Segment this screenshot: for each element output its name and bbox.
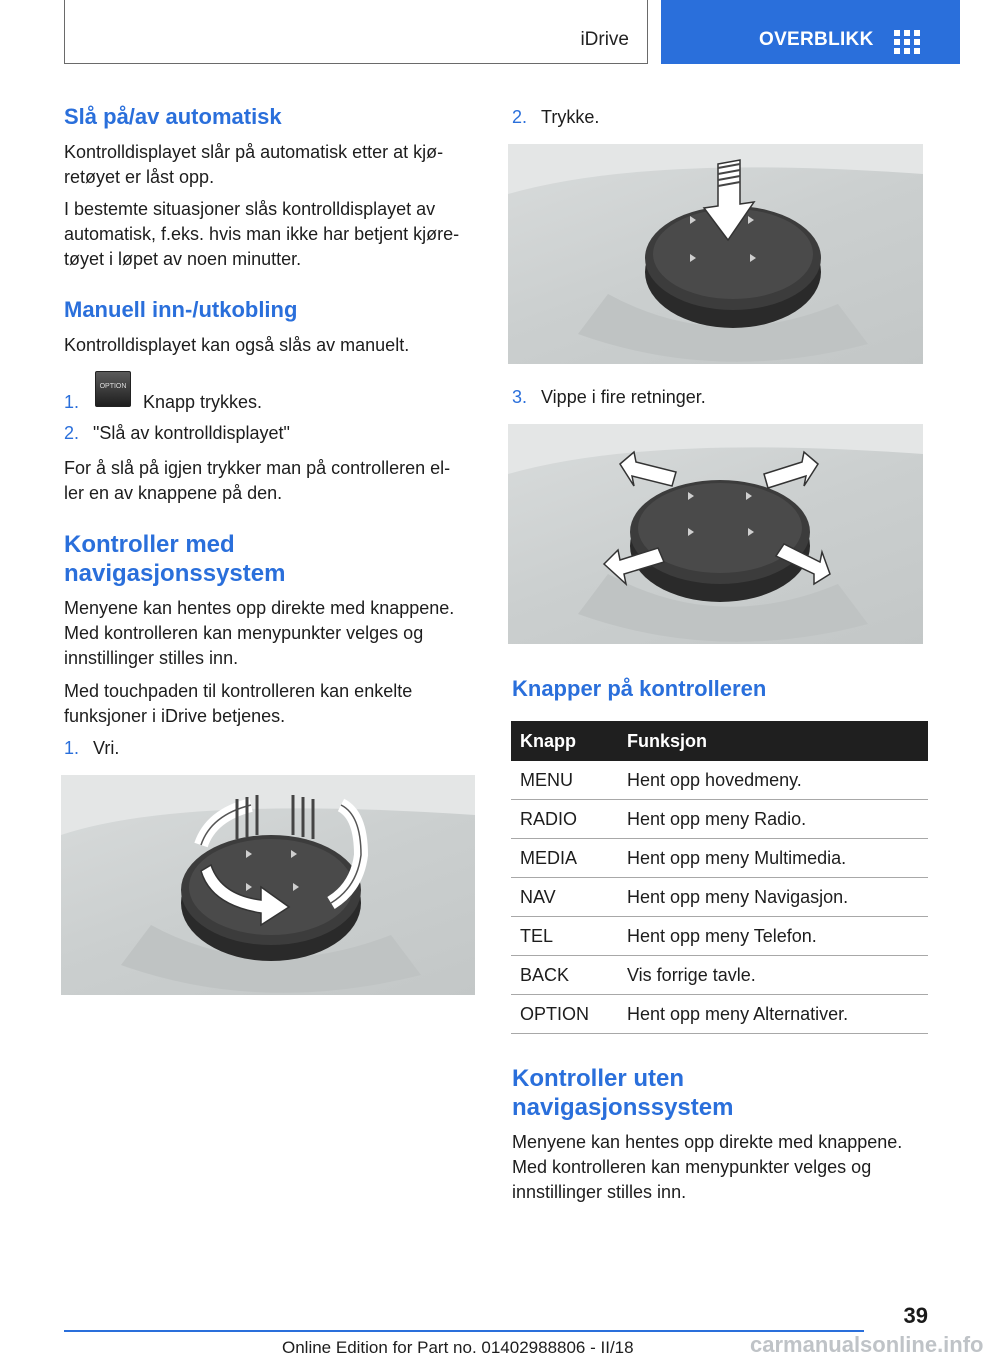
heading-buttons-on-controller: Knapper på kontrolleren	[512, 676, 767, 701]
table-cell-function: Hent opp hovedmeny.	[618, 761, 928, 800]
step-number: 1.	[64, 738, 80, 758]
table-header-button: Knapp	[511, 721, 618, 761]
step-text: Vippe i fire retninger.	[541, 387, 706, 407]
table-cell-button: NAV	[511, 878, 618, 917]
table-cell-function: Hent opp meny Alternativer.	[618, 995, 928, 1034]
watermark: carmanualsonline.info	[750, 1332, 984, 1357]
paragraph-menus-c: innstillinger stilles inn.	[64, 648, 239, 668]
table-row	[511, 839, 928, 878]
table-cell-function: Hent opp meny Telefon.	[618, 917, 928, 956]
table-cell-button: BACK	[511, 956, 618, 995]
paragraph-touchpad-a: Med touchpaden til kontrolleren kan enkelte	[64, 681, 413, 701]
paragraph-menus-b: Med kontrolleren kan menypunkter velges og	[64, 623, 424, 643]
table-row	[511, 878, 928, 917]
paragraph-manual: Kontrolldisplayet kan også slås av manuelt.	[64, 335, 410, 355]
paragraph-menus-a: Menyene kan hentes opp direkte med knappene.	[64, 598, 455, 618]
step-number: 1.	[64, 392, 80, 412]
heading-manual: Manuell inn-/utkobling	[64, 297, 298, 322]
table-row	[511, 800, 928, 839]
overview-tab-label: OVERBLIKK	[759, 29, 874, 50]
paragraph-touchpad-b: funksjoner i iDrive betjenes.	[64, 706, 286, 726]
paragraph-menus-a: Menyene kan hentes opp direkte med knappene.	[512, 1132, 903, 1152]
table-row	[511, 956, 928, 995]
table-cell-button: MENU	[511, 761, 618, 800]
grid-icon	[894, 30, 920, 54]
footer-divider	[64, 1330, 864, 1332]
paragraph-auto-1a: Kontrolldisplayet slår på automatisk etter at kjø‐	[64, 142, 444, 162]
table-header-function: Funksjon	[618, 721, 928, 761]
footer-edition: Online Edition for Part no. 01402988806 - II/18	[282, 1338, 634, 1357]
heading-controller-no-nav-a: Kontroller uten	[512, 1065, 684, 1092]
overview-tab[interactable]	[661, 0, 960, 64]
table-row	[511, 761, 928, 800]
paragraph-auto-2b: automatisk, f.eks. hvis man ikke har betjent kjøre‐	[64, 224, 460, 244]
step-text: Vri.	[93, 738, 120, 758]
paragraph-auto-2c: tøyet i løpet av noen minutter.	[64, 249, 302, 269]
step-number: 3.	[512, 387, 528, 407]
paragraph-auto-2a: I bestemte situasjoner slås kontrolldisplayet av	[64, 199, 436, 219]
table-row	[511, 917, 928, 956]
header-section-box	[64, 0, 648, 64]
header-section-title: iDrive	[580, 29, 629, 50]
paragraph-menus-c: innstillinger stilles inn.	[512, 1182, 687, 1202]
controller-press-illustration	[508, 144, 923, 364]
page-number: 39	[903, 1303, 928, 1328]
step-text: Trykke.	[541, 107, 600, 127]
paragraph-turn-on-a: For å slå på igjen trykker man på controlleren el‐	[64, 458, 451, 478]
table-cell-function: Vis forrige tavle.	[618, 956, 928, 995]
table-cell-function: Hent opp meny Multimedia.	[618, 839, 928, 878]
table-cell-function: Hent opp meny Radio.	[618, 800, 928, 839]
step-number: 2.	[512, 107, 528, 127]
paragraph-turn-on-b: ler en av knappene på den.	[64, 483, 283, 503]
table-cell-button: MEDIA	[511, 839, 618, 878]
table-cell-button: TEL	[511, 917, 618, 956]
paragraph-auto-1b: retøyet er låst opp.	[64, 167, 215, 187]
buttons-table	[511, 721, 928, 1034]
paragraph-menus-b: Med kontrolleren kan menypunkter velges og	[512, 1157, 872, 1177]
table-cell-button: OPTION	[511, 995, 618, 1034]
step-text: "Slå av kontrolldisplayet"	[93, 423, 290, 443]
table-row	[511, 995, 928, 1034]
table-header-row	[511, 721, 928, 761]
table-cell-function: Hent opp meny Navigasjon.	[618, 878, 928, 917]
heading-controller-nav-a: Kontroller med	[64, 531, 235, 558]
table-cell-button: RADIO	[511, 800, 618, 839]
step-text: Knapp trykkes.	[143, 392, 263, 412]
controller-tilt-illustration	[508, 424, 923, 644]
heading-controller-no-nav-b: navigasjonssystem	[512, 1094, 734, 1121]
controller-rotate-illustration	[61, 775, 475, 995]
step-number: 2.	[64, 423, 80, 443]
heading-auto-on-off: Slå på/av automatisk	[64, 104, 282, 129]
option-button-icon: OPTION	[95, 371, 131, 407]
heading-controller-nav-b: navigasjonssystem	[64, 560, 286, 587]
